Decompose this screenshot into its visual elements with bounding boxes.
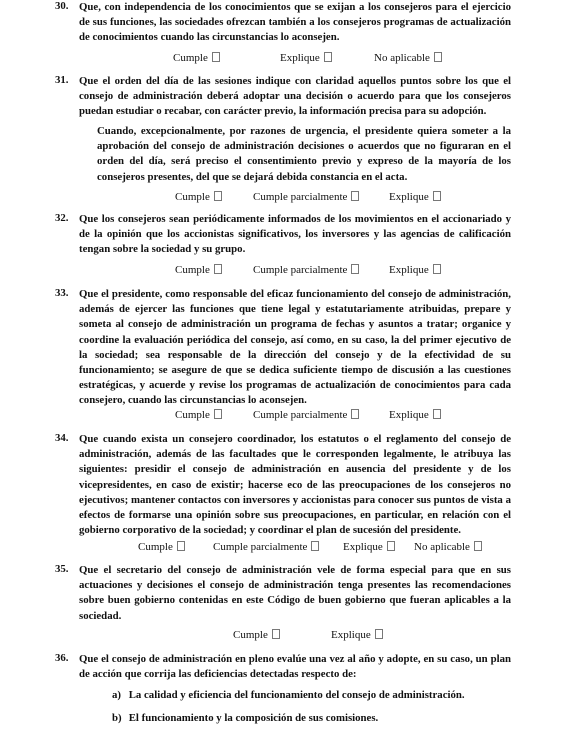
subitem-text: La calidad y eficiencia del funcionamiento del consejo de administración. (128, 689, 465, 701)
recommendation-36 (55, 652, 511, 682)
recommendation-34 (55, 432, 511, 538)
item-number: 31. (55, 74, 69, 86)
item-number: 30. (55, 0, 69, 12)
checkbox[interactable] (214, 409, 222, 419)
checkbox[interactable] (311, 541, 319, 551)
item-text: Que el secretario del consejo de administración vele de forma especial para que en sus actuaciones y decisiones el consejo de administración tenga presentes las recomendaciones sobre buen gobierno contenidas en este Código de buen gobierno que fueran aplicables a la sociedad. (79, 564, 511, 622)
subitem-b (112, 711, 512, 726)
option-cumple[interactable]: Cumple (138, 541, 185, 553)
options-row-34 (0, 541, 568, 555)
option-cumple[interactable]: Cumple (175, 409, 222, 421)
checkbox[interactable] (351, 191, 359, 201)
checkbox[interactable] (387, 541, 395, 551)
subitem-a (112, 688, 512, 703)
options-row-33 (0, 409, 568, 423)
option-explique[interactable]: Explique (280, 52, 332, 64)
item-number: 32. (55, 212, 69, 224)
option-cumple[interactable]: Cumple (175, 191, 222, 203)
option-cumple[interactable]: Cumple (233, 629, 280, 641)
option-cumple-parcialmente[interactable]: Cumple parcialmente (253, 191, 359, 203)
option-no-aplicable[interactable]: No aplicable (374, 52, 442, 64)
item-number: 35. (55, 563, 69, 575)
checkbox[interactable] (434, 52, 442, 62)
item-text: Que el orden del día de las sesiones indique con claridad aquellos puntos sobre los que el consejo de administración deberá adoptar una decisión o acuerdo para que los consejeros puedan estudiar o recabar, con carácter previo, la información precisa para su adopción. (79, 75, 511, 118)
checkbox[interactable] (324, 52, 332, 62)
options-row-30 (0, 52, 568, 66)
options-row-32 (0, 264, 568, 278)
subitem-text: El funcionamiento y la composición de sus comisiones. (128, 712, 379, 724)
option-cumple-parcialmente[interactable]: Cumple parcialmente (253, 264, 359, 276)
recommendation-35 (55, 563, 511, 624)
checkbox[interactable] (351, 409, 359, 419)
checkbox[interactable] (433, 264, 441, 274)
checkbox[interactable] (214, 264, 222, 274)
checkbox[interactable] (272, 629, 280, 639)
item-text: Que el presidente, como responsable del eficaz funcionamiento del consejo de administración, además de ejercer las funciones que tiene legal y estatutariamente atribuidas, prepare y someta al consejo de administración un programa de fechas y asuntos a tratar; organice y coordine la evaluación periódica del consejo, así como, en su caso, la del primer ejecutivo de la sociedad; sea responsable de la dirección del consejo y de la efectividad de su funcionamiento; se asegure de que se dedica suficiente tiempo de discusión a las cuestiones estratégicas, y acuerde y revise los programas de actualización de conocimientos para cada consejero, cuando las circunstancias lo aconsejen. (79, 288, 511, 407)
item-text: Que, con independencia de los conocimientos que se exijan a los consejeros para el ejercicio de sus funciones, las sociedades ofrezcan también a los consejeros programas de actualización de conocimientos cuando las circunstancias lo aconsejen. (79, 1, 511, 44)
item-text: Que cuando exista un consejero coordinador, los estatutos o el reglamento del consejo de administración, además de las facultades que le corresponden legalmente, le atribuya las siguientes: presidir el consejo de administración en ausencia del presidente y de los vicepresidentes, en caso de existir; hacerse eco de las preocupaciones de los consejeros no ejecutivos; mantener contactos con inversores y accionistas para conocer sus puntos de vista a efectos de formarse una opinión sobre sus preocupaciones, en particular, en relación con el gobierno corporativo de la sociedad; y coordinar el plan de sucesión del presidente. (79, 433, 511, 537)
option-explique[interactable]: Explique (389, 191, 441, 203)
checkbox[interactable] (375, 629, 383, 639)
checkbox[interactable] (433, 409, 441, 419)
item-number: 33. (55, 287, 69, 299)
options-row-31 (0, 191, 568, 205)
item-text: Que el consejo de administración en pleno evalúe una vez al año y adopte, en su caso, un plan de acción que corrija las deficiencias detectadas respecto de: (79, 653, 511, 681)
option-cumple-parcialmente[interactable]: Cumple parcialmente (253, 409, 359, 421)
checkbox[interactable] (177, 541, 185, 551)
recommendation-33 (55, 287, 511, 409)
option-cumple-parcialmente[interactable]: Cumple parcialmente (213, 541, 319, 553)
item-text-continuation: Cuando, excepcionalmente, por razones de urgencia, el presidente quiera someter a la aprobación del consejo de administración decisiones o acuerdos que no figuraran en el orden del día, será preciso el consentimiento previo y expreso de la mayoría de los consejeros presentes, del que se dejará debida constancia en el acta. (97, 125, 511, 183)
recommendation-31 (55, 74, 511, 120)
options-row-35 (0, 629, 568, 643)
subitem-letter: b) (112, 712, 122, 724)
checkbox[interactable] (214, 191, 222, 201)
checkbox[interactable] (474, 541, 482, 551)
option-cumple[interactable]: Cumple (175, 264, 222, 276)
item-number: 34. (55, 432, 69, 444)
option-explique[interactable]: Explique (389, 409, 441, 421)
option-explique[interactable]: Explique (389, 264, 441, 276)
checkbox[interactable] (433, 191, 441, 201)
option-explique[interactable]: Explique (343, 541, 395, 553)
option-no-aplicable[interactable]: No aplicable (414, 541, 482, 553)
option-explique[interactable]: Explique (331, 629, 383, 641)
item-number: 36. (55, 652, 69, 664)
option-cumple[interactable]: Cumple (173, 52, 220, 64)
item-text: Que los consejeros sean periódicamente informados de los movimientos en el accionariado y de la opinión que los accionistas significativos, los inversores y las agencias de calificación tengan sobre la sociedad y su grupo. (79, 213, 511, 256)
recommendation-32 (55, 212, 511, 258)
checkbox[interactable] (351, 264, 359, 274)
checkbox[interactable] (212, 52, 220, 62)
recommendation-30 (55, 0, 511, 46)
subitem-letter: a) (112, 689, 121, 701)
